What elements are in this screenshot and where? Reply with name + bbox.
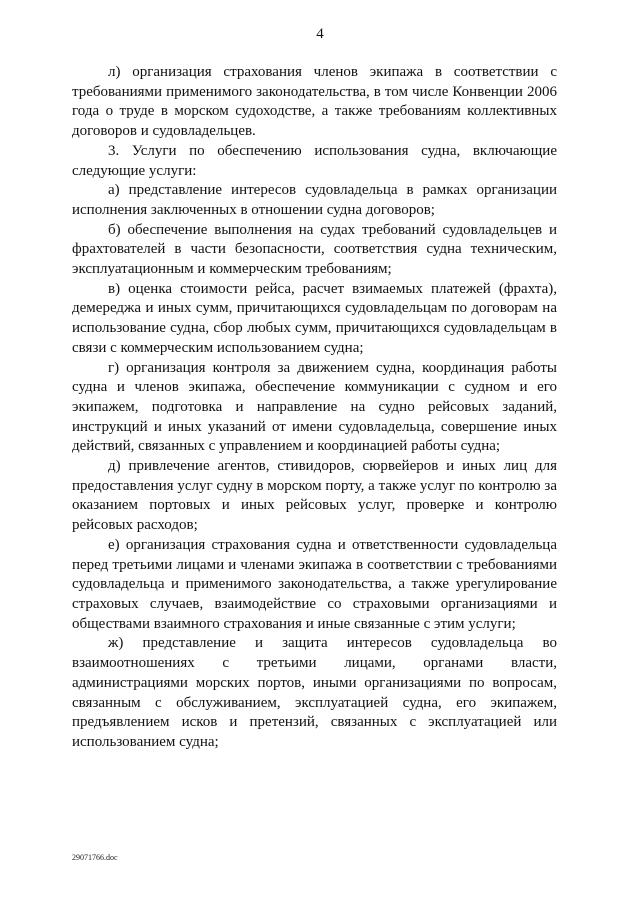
paragraph-item-l: л) организация страхования членов экипажа в соответствии с требованиями применимого законодательства, в том числе Конвенции 2006 года о труде в морском судоходстве, а также требованиям коллективных договоров и судовладельцев. — [72, 64, 557, 140]
document-body — [72, 63, 557, 753]
paragraph-item-b: б) обеспечение выполнения на судах требований судовладельцев и фрахтователей в части безопасности, соответствия судна техническим, эксплуатационным и коммерческим требованиям; — [72, 221, 557, 278]
paragraph-item-zh: ж) представление и защита интересов судовладельца во взаимоотношениях с третьими лицами, органами власти, администрациями морских портов, иными организациями по вопросам, связанным с обслуживанием, эксплуатацией судна, его экипажем, предъявлением исков и претензий, связанных с эксплуатацией или использованием судна; — [72, 635, 557, 750]
paragraph-item-a: а) представление интересов судовладельца в рамках организации исполнения заключенных в отношении судна договоров; — [72, 182, 557, 218]
paragraph-item-e: е) организация страхования судна и ответственности судовладельца перед третьими лицами и членами экипажа в соответствии с требованиями судовладельца и применимого законодательства, а также урегулирование страховых случаев, взаимодействие со страховыми организациями и обществами взаимного страхования и иные связанные с этим услуги; — [72, 536, 557, 632]
footer-filename: 29071766.doc — [72, 853, 118, 862]
paragraph-section-3: 3. Услуги по обеспечению использования судна, включающие следующие услуги: — [72, 142, 557, 179]
paragraph-item-g: г) организация контроля за движением судна, координация работы судна и членов экипажа, обеспечение коммуникации с судном и его экипажем, подготовка и направление на судно рейсовых заданий, инструкций и иных указаний от имени судовладельца, совершение иных действий, связанных с управлением и координацией работы судна; — [72, 359, 557, 455]
paragraph-item-v: в) оценка стоимости рейса, расчет взимаемых платежей (фрахта), демереджа и иных сумм, причитающихся судовладельцам по договорам на использование судна, сбор любых сумм, причитающихся судовладельцам в связи с коммерческим использованием судна; — [72, 280, 557, 356]
page-number: 4 — [316, 26, 324, 42]
paragraph-item-d: д) привлечение агентов, стивидоров, сюрвейеров и иных лиц для предоставления услуг судну в морском порту, а также услуг по контролю за оказанием портовых и иных рейсовых услуг, проверке и контролю рейсовых расходов; — [72, 458, 557, 534]
